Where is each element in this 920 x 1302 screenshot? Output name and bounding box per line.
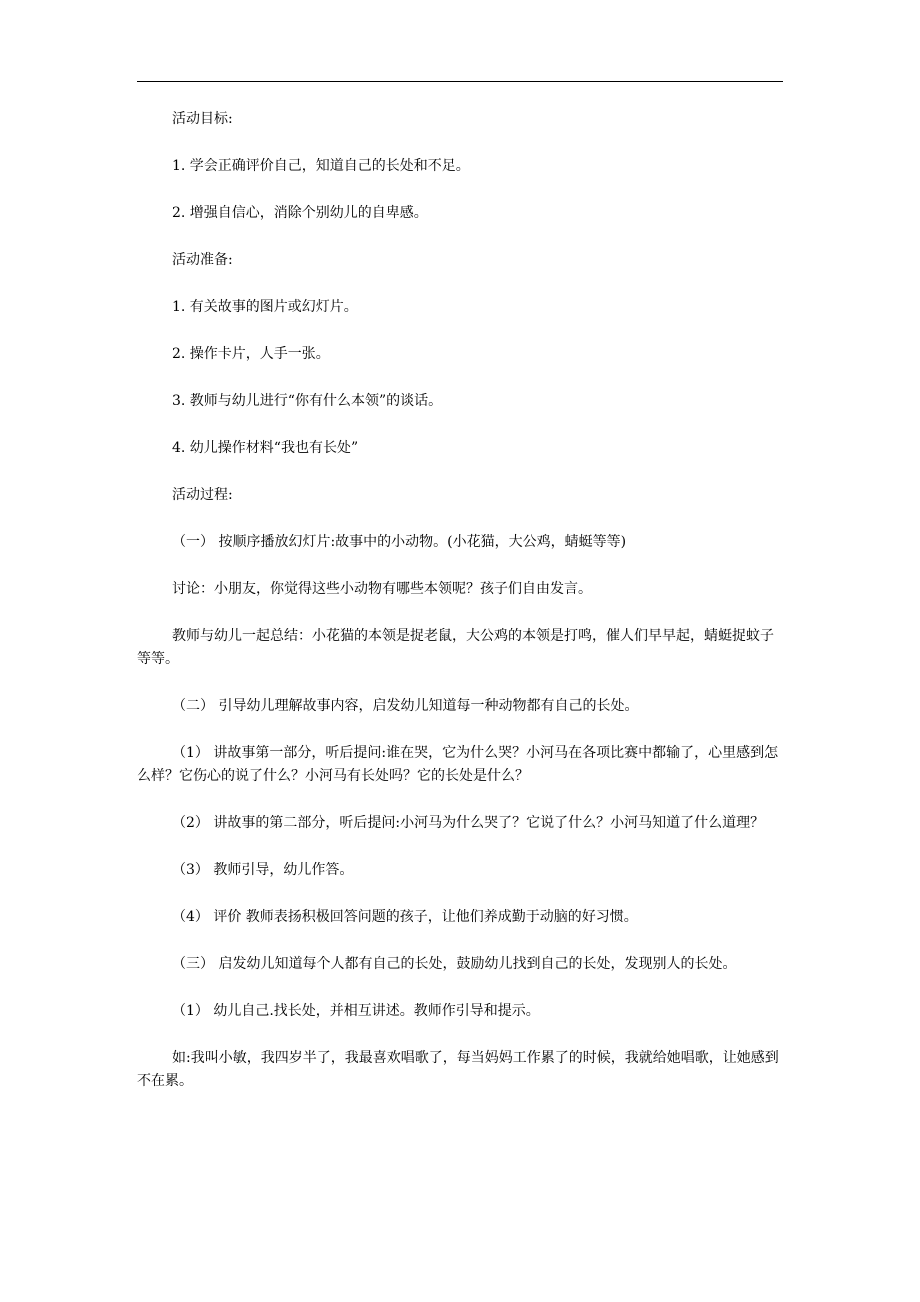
goals-heading: 活动目标:	[172, 111, 233, 127]
process-paragraph: 讨论：小朋友，你觉得这些小动物有哪些本领呢？孩子们自由发言。	[172, 581, 592, 597]
process-heading: 活动过程:	[172, 487, 233, 503]
prep-item: 1. 有关故事的图片或幻灯片。	[172, 299, 358, 315]
prep-item: 3. 教师与幼儿进行“你有什么本领”的谈话。	[172, 393, 443, 409]
prep-heading: 活动准备:	[172, 252, 233, 268]
process-substep: （1） 幼儿自己.找长处，并相互讲述。教师作引导和提示。	[172, 1003, 540, 1019]
header-rule	[137, 81, 783, 82]
process-step: （三） 启发幼儿知道每个人都有自己的长处，鼓励幼儿找到自己的长处，发现别人的长处。	[172, 956, 737, 972]
process-step: （一） 按顺序播放幻灯片:故事中的小动物。(小花猫，大公鸡，蜻蜓等等)	[172, 534, 627, 550]
process-substep: （4） 评价 教师表扬积极回答问题的孩子，让他们养成勤于动脑的好习惯。	[172, 909, 638, 925]
process-substep: （2） 讲故事的第二部分，听后提问:小河马为什么哭了？它说了什么？小河马知道了什么道理？	[172, 815, 765, 831]
prep-item: 4. 幼儿操作材料“我也有长处”	[172, 440, 359, 456]
goal-item: 2. 增强自信心，消除个别幼儿的自卑感。	[172, 205, 428, 221]
process-step: （二） 引导幼儿理解故事内容，启发幼儿知道每一种动物都有自己的长处。	[172, 698, 639, 714]
example-paragraph: 如:我叫小敏，我四岁半了，我最喜欢唱歌了，每当妈妈工作累了的时候，我就给她唱歌，让她感到不在累。	[137, 1050, 779, 1089]
process-paragraph: 教师与幼儿一起总结：小花猫的本领是捉老鼠，大公鸡的本领是打鸣，催人们早早起，蜻蜓捉蚊子等等。	[137, 628, 774, 667]
process-substep: （1） 讲故事第一部分，听后提问:谁在哭，它为什么哭？小河马在各项比赛中都输了，心里感到怎么样？它伤心的说了什么？小河马有长处吗？它的长处是什么？	[137, 745, 779, 784]
goal-item: 1. 学会正确评价自己，知道自己的长处和不足。	[172, 158, 470, 174]
process-substep: （3） 教师引导，幼儿作答。	[172, 862, 354, 878]
document-body	[137, 108, 785, 1117]
prep-item: 2. 操作卡片，人手一张。	[172, 346, 330, 362]
